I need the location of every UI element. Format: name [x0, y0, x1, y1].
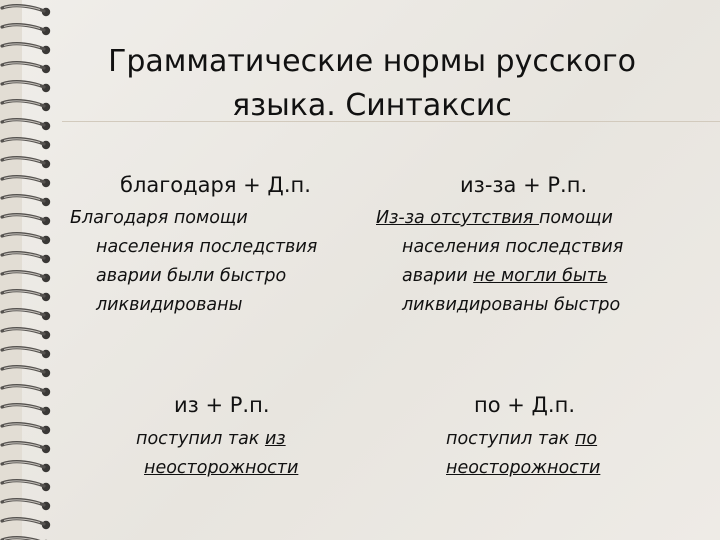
underlined-phrase: не могли быть — [473, 266, 608, 286]
underlined-phrase: из — [264, 429, 286, 449]
example-iz-za — [376, 204, 623, 320]
example-line: ликвидированы быстро — [402, 295, 621, 315]
heading-iz-za: из-за + Р.п. — [460, 173, 588, 197]
example-line: неосторожности — [144, 458, 299, 478]
title-line-1: Грамматические нормы русского — [108, 44, 636, 79]
title-line-2: языка. Синтаксис — [232, 88, 512, 123]
example-line: населения последствия — [96, 237, 318, 257]
example-line: аварии не могли быть — [402, 266, 608, 286]
example-line: поступил так по — [446, 429, 598, 449]
example-line: ликвидированы — [96, 295, 243, 315]
example-line: аварии были быстро — [96, 266, 287, 286]
example-line: поступил так из — [136, 429, 286, 449]
spiral-binding — [0, 0, 62, 540]
example-line: Благодаря помощи — [70, 208, 248, 228]
example-blagodarya — [70, 204, 317, 320]
underlined-phrase: по — [574, 429, 598, 449]
example-line: Из-за отсутствия помощи — [376, 208, 613, 228]
underlined-phrase: Из-за отсутствия — [376, 208, 539, 228]
heading-iz: из + Р.п. — [174, 393, 270, 417]
heading-blagodarya: благодаря + Д.п. — [120, 173, 311, 197]
heading-po: по + Д.п. — [474, 393, 576, 417]
example-line: населения последствия — [402, 237, 624, 257]
example-line: неосторожности — [446, 458, 601, 478]
slide-title — [62, 40, 682, 128]
example-po — [446, 425, 600, 483]
example-iz — [136, 425, 298, 483]
